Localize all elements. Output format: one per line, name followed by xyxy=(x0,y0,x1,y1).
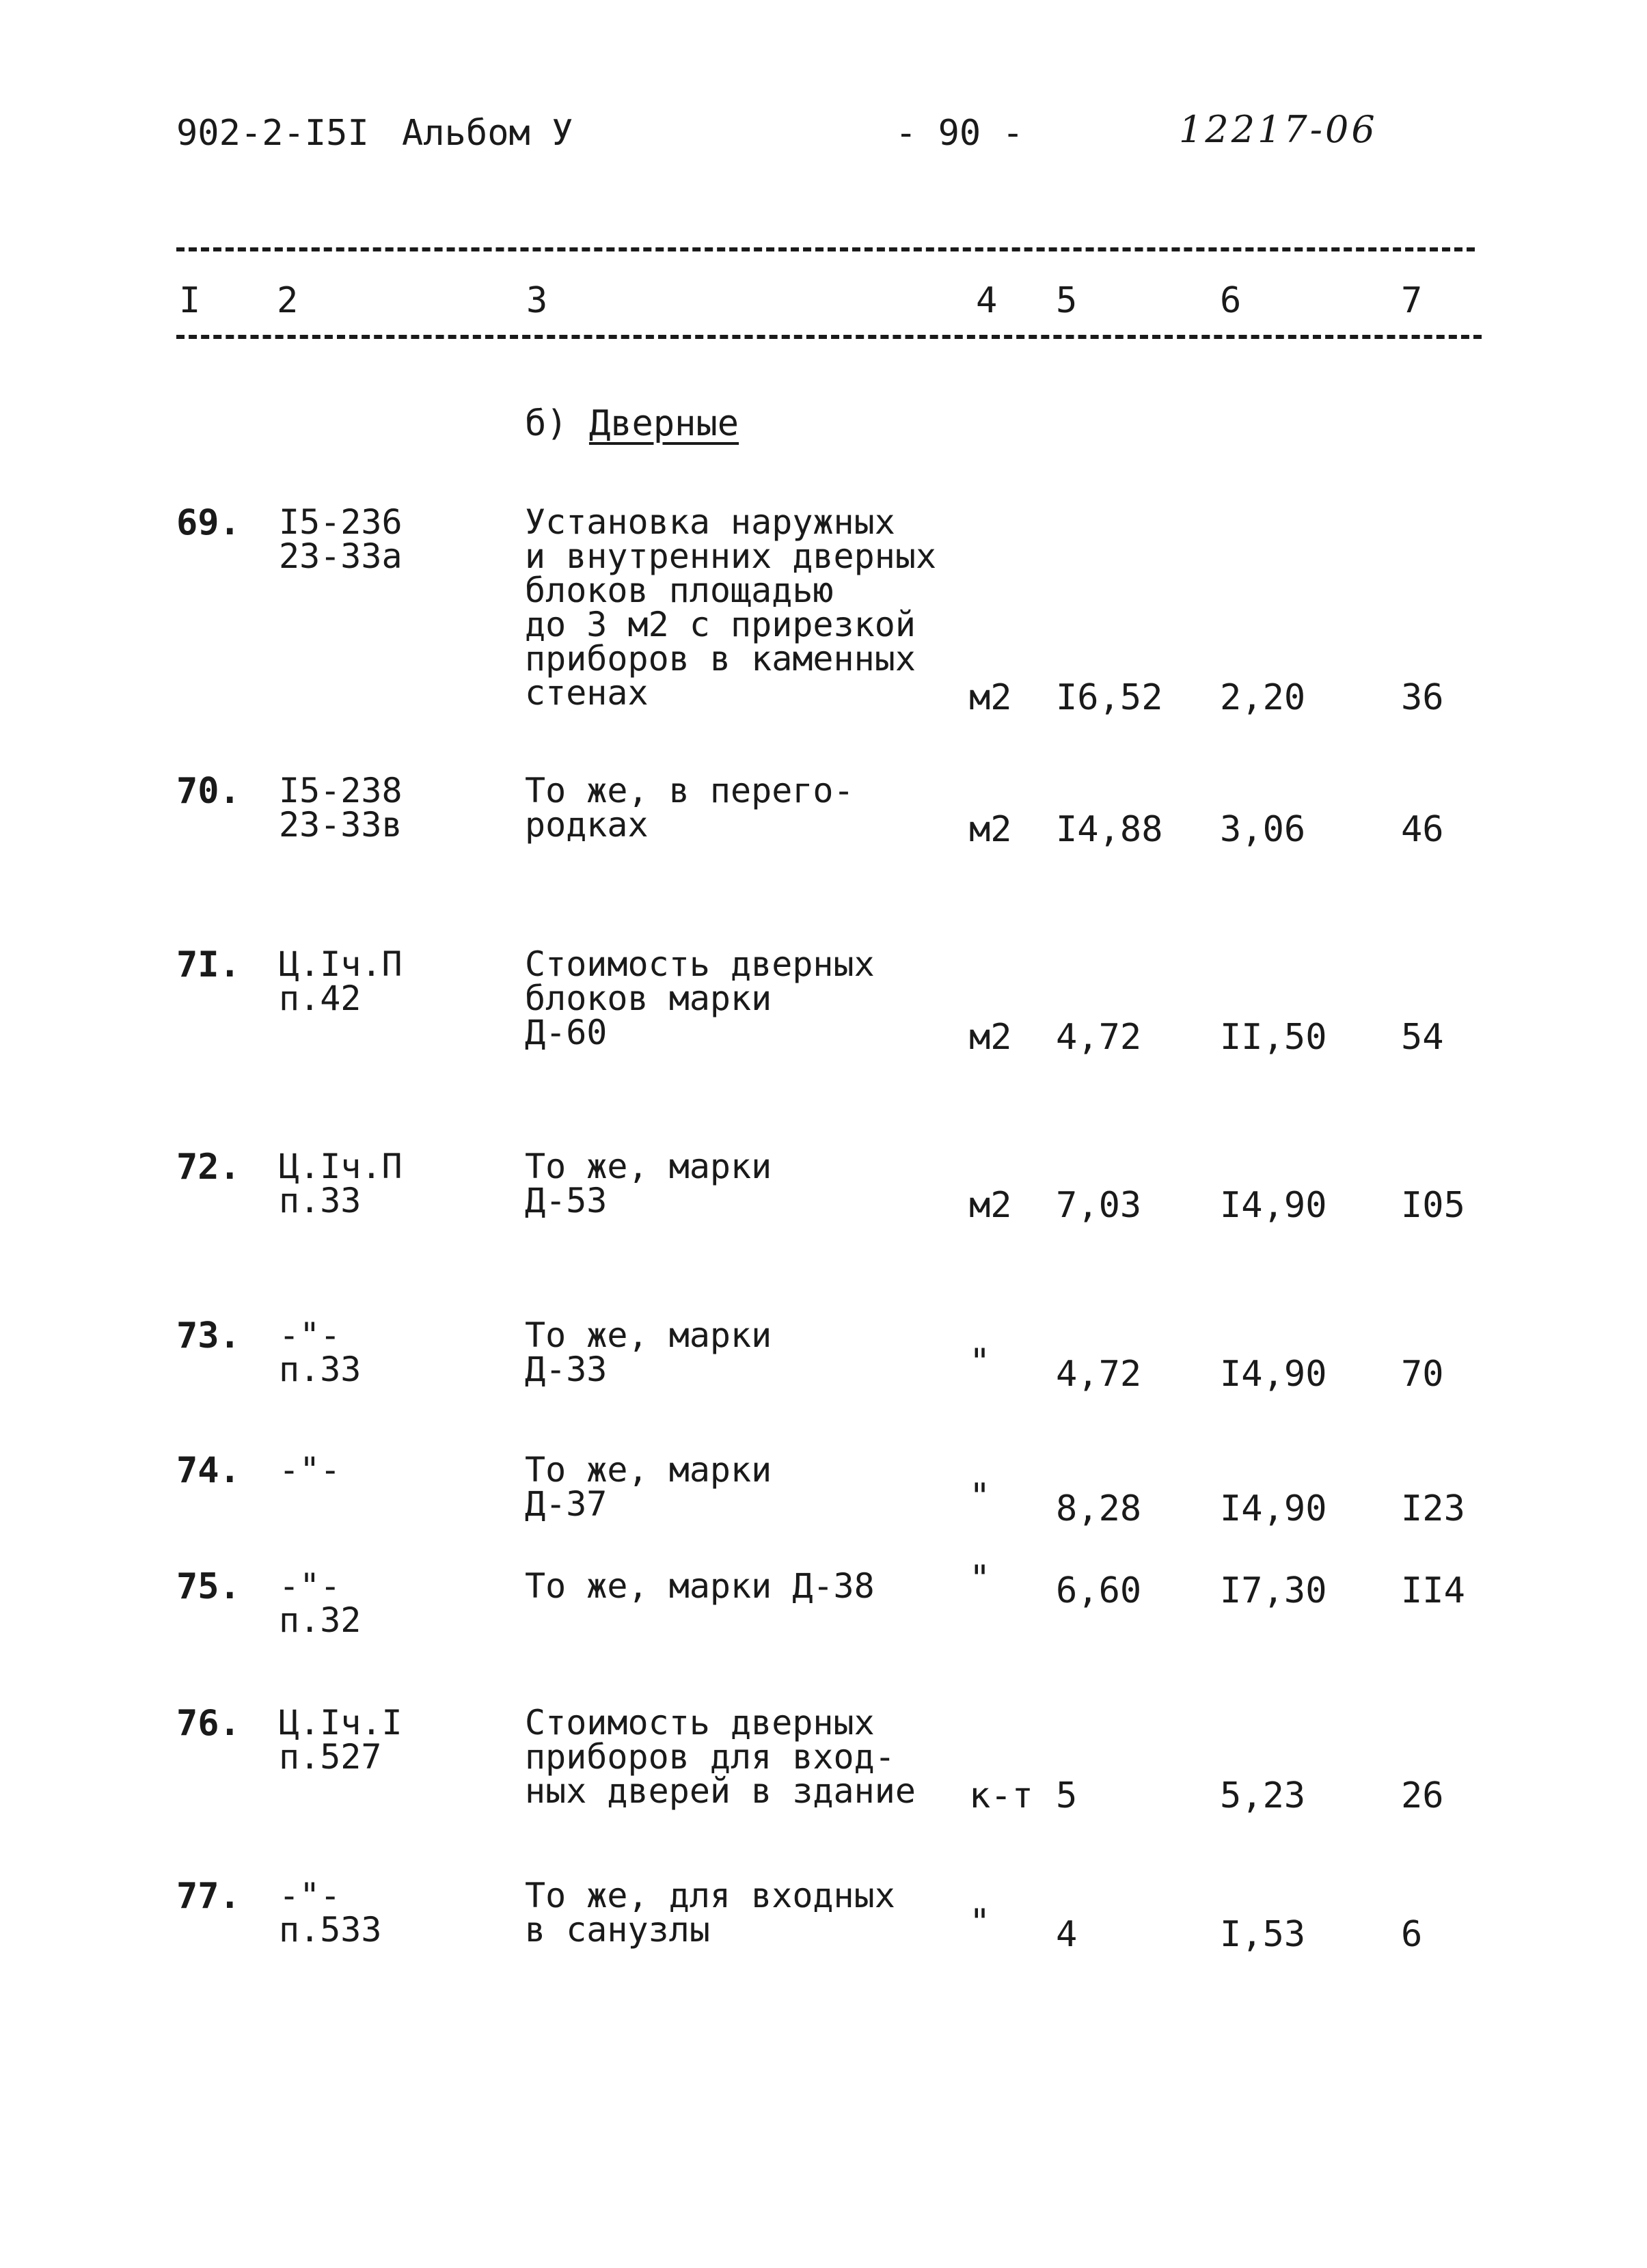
work-description: стенах xyxy=(525,673,649,713)
work-description: Стоимость дверных xyxy=(525,944,875,984)
unit: " xyxy=(969,1341,991,1382)
work-description: То же, марки xyxy=(525,1147,772,1186)
work-description: родках xyxy=(525,805,649,845)
column-header-4: 4 xyxy=(976,280,998,321)
quantity: 8,28 xyxy=(1056,1488,1142,1529)
quantity: 4,72 xyxy=(1056,1017,1142,1058)
unit-price: I,53 xyxy=(1220,1914,1306,1955)
work-description: блоков площадью xyxy=(525,571,834,610)
unit: м2 xyxy=(969,677,1012,718)
norm-reference: п.533 xyxy=(279,1910,382,1950)
page-number: - 90 - xyxy=(895,113,1024,154)
section-heading xyxy=(525,403,739,444)
work-description: Установка наружных xyxy=(525,502,895,542)
norm-reference: п.33 xyxy=(279,1350,362,1389)
unit-price: II,50 xyxy=(1220,1017,1327,1058)
norm-reference: -"- xyxy=(279,1876,341,1915)
norm-reference: -"- xyxy=(279,1315,341,1355)
norm-reference: I5-238 xyxy=(279,771,403,810)
work-description: ных дверей в здание xyxy=(525,1771,916,1811)
norm-reference: п.527 xyxy=(279,1737,382,1777)
row-number: 77. xyxy=(176,1876,241,1917)
unit: к-т xyxy=(969,1775,1033,1816)
unit: " xyxy=(969,1558,991,1599)
norm-reference: п.33 xyxy=(279,1181,362,1220)
column-header-7: 7 xyxy=(1401,280,1423,321)
work-description: Д-60 xyxy=(525,1013,608,1052)
total-cost: 46 xyxy=(1401,809,1444,850)
unit: м2 xyxy=(969,809,1012,850)
norm-reference: Ц.Iч.I xyxy=(279,1703,403,1743)
row-number: 72. xyxy=(176,1147,241,1188)
work-description: приборов в каменных xyxy=(525,639,916,679)
norm-reference: -"- xyxy=(279,1450,341,1490)
column-header-2: 2 xyxy=(277,280,299,321)
norm-reference: 23-33а xyxy=(279,536,403,576)
header-rule-top xyxy=(176,247,1475,251)
total-cost: II4 xyxy=(1401,1570,1465,1611)
unit: " xyxy=(969,1902,991,1943)
unit: м2 xyxy=(969,1185,1012,1226)
total-cost: 26 xyxy=(1401,1775,1444,1816)
work-description: Стоимость дверных xyxy=(525,1703,875,1743)
total-cost: 36 xyxy=(1401,677,1444,718)
document-code: 902-2-I5I xyxy=(176,113,369,154)
work-description: Д-53 xyxy=(525,1181,608,1220)
unit: " xyxy=(969,1476,991,1517)
quantity: 7,03 xyxy=(1056,1185,1142,1226)
section-prefix: б) xyxy=(525,403,568,444)
header-rule-bottom xyxy=(176,335,1482,339)
norm-reference: -"- xyxy=(279,1566,341,1606)
work-description: до 3 м2 с прирезкой xyxy=(525,605,916,644)
row-number: 74. xyxy=(176,1450,241,1491)
work-description: и внутренних дверных xyxy=(525,536,937,576)
norm-reference: 23-33в xyxy=(279,805,403,845)
work-description: приборов для вход- xyxy=(525,1737,895,1777)
norm-reference: п.42 xyxy=(279,979,362,1018)
total-cost: I05 xyxy=(1401,1185,1465,1226)
quantity: 4,72 xyxy=(1056,1354,1142,1395)
row-number: 76. xyxy=(176,1703,241,1744)
norm-reference: Ц.Iч.П xyxy=(279,944,403,984)
work-description: Д-37 xyxy=(525,1484,608,1524)
work-description: То же, для входных xyxy=(525,1876,895,1915)
column-header-6: 6 xyxy=(1220,280,1242,321)
column-header-1: I xyxy=(179,280,201,321)
work-description: в санузлы xyxy=(525,1910,710,1950)
total-cost: 6 xyxy=(1401,1914,1423,1955)
quantity: 6,60 xyxy=(1056,1570,1142,1611)
quantity: I6,52 xyxy=(1056,677,1163,718)
column-header-5: 5 xyxy=(1056,280,1078,321)
unit-price: 5,23 xyxy=(1220,1775,1306,1816)
quantity: I4,88 xyxy=(1056,809,1163,850)
row-number: 69. xyxy=(176,502,241,543)
row-number: 75. xyxy=(176,1566,241,1607)
norm-reference: п.32 xyxy=(279,1600,362,1640)
work-description: Д-33 xyxy=(525,1350,608,1389)
row-number: 73. xyxy=(176,1315,241,1356)
unit-price: I4,90 xyxy=(1220,1185,1327,1226)
unit-price: 2,20 xyxy=(1220,677,1306,718)
unit-price: I4,90 xyxy=(1220,1354,1327,1395)
norm-reference: Ц.Iч.П xyxy=(279,1147,403,1186)
unit-price: I7,30 xyxy=(1220,1570,1327,1611)
total-cost: 70 xyxy=(1401,1354,1444,1395)
work-description: То же, марки xyxy=(525,1315,772,1355)
unit: м2 xyxy=(969,1017,1012,1058)
album-label: Альбом У xyxy=(402,113,573,154)
column-header-3: 3 xyxy=(526,280,548,321)
quantity: 4 xyxy=(1056,1914,1078,1955)
quantity: 5 xyxy=(1056,1775,1078,1816)
section-title: Дверные xyxy=(588,403,739,444)
inventory-number: 12217-06 xyxy=(1179,108,1378,151)
norm-reference: I5-236 xyxy=(279,502,403,542)
unit-price: 3,06 xyxy=(1220,809,1306,850)
unit-price: I4,90 xyxy=(1220,1488,1327,1529)
total-cost: I23 xyxy=(1401,1488,1465,1529)
work-description: То же, в перего- xyxy=(525,771,854,810)
work-description: блоков марки xyxy=(525,979,772,1018)
row-number: 70. xyxy=(176,771,241,812)
total-cost: 54 xyxy=(1401,1017,1444,1058)
row-number: 7I. xyxy=(176,944,241,985)
work-description: То же, марки xyxy=(525,1450,772,1490)
work-description: То же, марки Д-38 xyxy=(525,1566,875,1606)
